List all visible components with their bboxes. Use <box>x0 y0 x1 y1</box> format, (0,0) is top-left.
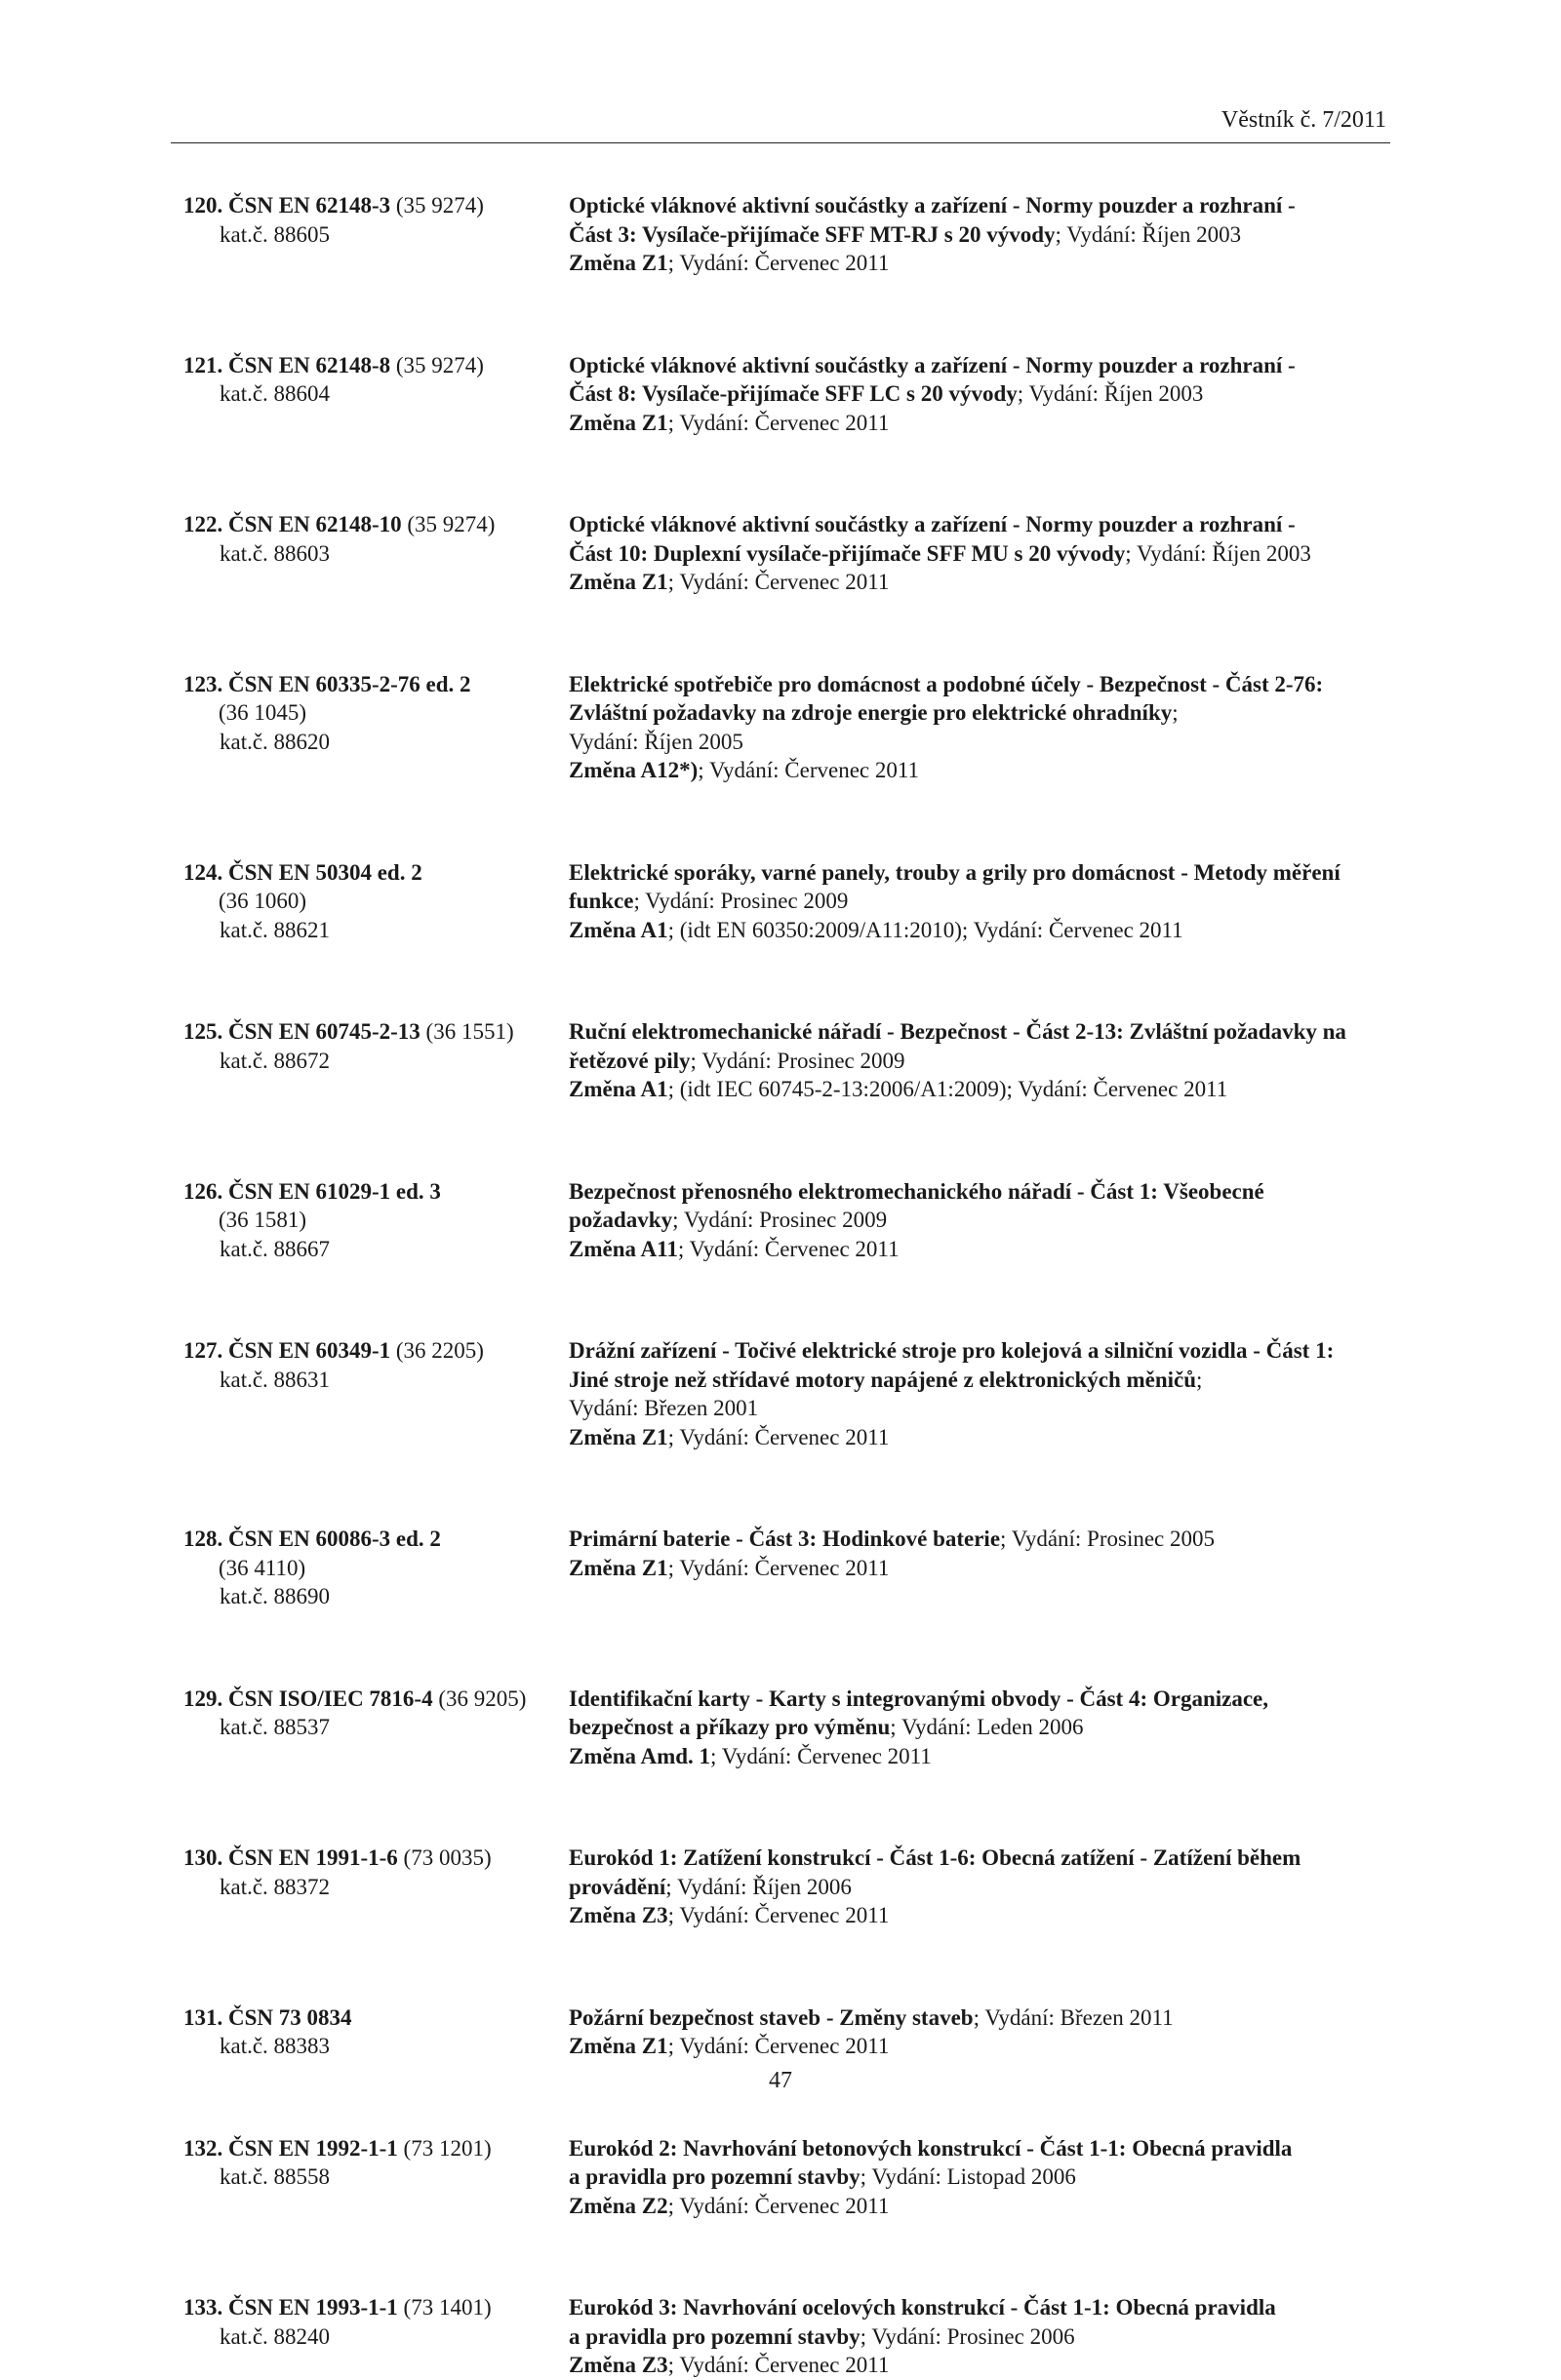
description-detail: ; Vydání: Červenec 2011 <box>698 758 920 782</box>
standard-number: 123. ČSN EN 60335-2-76 ed. 2 <box>183 671 471 696</box>
description-title: a pravidla pro pozemní stavby <box>569 2164 861 2189</box>
standard-number: 127. ČSN EN 60349-1 <box>183 1338 391 1363</box>
description-line <box>569 1394 1403 1423</box>
description-line <box>569 2322 1403 2352</box>
standard-entry <box>183 858 1403 945</box>
standard-number: 120. ČSN EN 62148-3 <box>183 193 391 218</box>
description-line <box>569 249 1403 278</box>
standard-code <box>183 191 569 220</box>
standard-entry <box>183 1336 1403 1451</box>
standard-description <box>569 858 1403 945</box>
description-title: Část 3: Vysílače-přijímače SFF MT-RJ s 20 vývody <box>569 221 1056 247</box>
standard-description <box>569 351 1403 438</box>
catalog-number: kat.č. 88537 <box>220 1715 331 1739</box>
standard-code <box>183 1525 569 1554</box>
classification-code: (36 1060) <box>219 889 307 913</box>
standard-description <box>569 1177 1403 1264</box>
standard-entry <box>183 670 1403 785</box>
description-title: požadavky <box>569 1208 673 1232</box>
bulletin-title: Věstník č. 7/2011 <box>1221 107 1386 133</box>
description-detail: ; Vydání: Červenec 2011 <box>677 1236 900 1261</box>
description-detail: ; Vydání: Červenec 2011 <box>667 251 890 275</box>
standard-code <box>183 1177 569 1207</box>
description-line <box>569 1423 1403 1452</box>
classification-code: (73 1401) <box>397 2295 492 2320</box>
description-line <box>569 2032 1403 2061</box>
standard-code <box>183 510 569 539</box>
standard-description <box>569 1525 1403 1611</box>
description-detail: ; Vydání: Červenec 2011 <box>667 570 890 594</box>
standard-designation <box>183 1177 569 1264</box>
description-line <box>569 1685 1403 1714</box>
description-title: Bezpečnost přenosného elektromechanického nářadí - Část 1: Všeobecné <box>569 1178 1264 1204</box>
description-line <box>569 2192 1403 2221</box>
description-detail: ; Vydání: Červenec 2011 <box>667 2034 890 2058</box>
standard-designation <box>183 510 569 597</box>
standard-code <box>183 2134 569 2163</box>
description-line <box>569 220 1403 250</box>
description-title: Změna A11 <box>569 1236 678 1261</box>
description-detail: ; Vydání: Červenec 2011 <box>667 410 890 435</box>
description-line <box>569 1873 1403 1902</box>
description-title: řetězové pily <box>569 1048 691 1073</box>
description-line <box>569 1713 1403 1742</box>
description-line <box>569 568 1403 597</box>
description-line <box>569 698 1403 728</box>
page-header <box>171 107 1390 143</box>
page-number: 47 <box>769 2068 792 2093</box>
standard-designation <box>183 670 569 785</box>
catalog-number: kat.č. 88383 <box>220 2034 331 2058</box>
description-title: Změna Z1 <box>569 570 668 594</box>
standard-number: 128. ČSN EN 60086-3 ed. 2 <box>183 1527 441 1551</box>
standard-designation <box>183 351 569 438</box>
description-line <box>569 1901 1403 1930</box>
catalog-number: kat.č. 88621 <box>220 917 331 942</box>
classification-code: (36 1581) <box>219 1208 307 1232</box>
description-title: Eurokód 2: Navrhování betonových konstrukcí - Část 1-1: Obecná pravidla <box>569 2135 1293 2161</box>
classification-code: (35 9274) <box>390 352 484 377</box>
description-line <box>569 409 1403 438</box>
classification-code: (73 1201) <box>397 2135 492 2161</box>
standard-number: 126. ČSN EN 61029-1 ed. 3 <box>183 1178 441 1204</box>
description-detail: ; Vydání: Prosinec 2009 <box>672 1208 888 1232</box>
description-title: Optické vláknové aktivní součástky a zařízení - Normy pouzder a rozhraní - <box>569 512 1296 536</box>
classification-code: (36 2205) <box>390 1338 484 1363</box>
description-title: Změna Amd. 1 <box>569 1743 711 1768</box>
standard-number: 129. ČSN ISO/IEC 7816-4 <box>183 1686 433 1711</box>
description-title: Část 10: Duplexní vysílače-přijímače SFF MU s 20 vývody <box>569 540 1126 566</box>
standard-entry <box>183 2003 1403 2061</box>
description-detail: ; (idt IEC 60745-2-13:2006/A1:2009); Vydání: Červenec 2011 <box>667 1077 1228 1101</box>
classification-code: (36 4110) <box>219 1555 306 1580</box>
description-line <box>569 2134 1403 2163</box>
description-title: Eurokód 3: Navrhování ocelových konstrukcí - Část 1-1: Obecná pravidla <box>569 2295 1276 2320</box>
description-detail: ; Vydání: Prosinec 2009 <box>633 889 849 913</box>
standard-designation <box>183 1844 569 1930</box>
description-title: Ruční elektromechanické nářadí - Bezpečnost - Část 2-13: Zvláštní požadavky na <box>569 1019 1346 1044</box>
standard-entry <box>183 510 1403 597</box>
description-detail: ; Vydání: Leden 2006 <box>890 1715 1084 1739</box>
standard-number: 121. ČSN EN 62148-8 <box>183 352 391 377</box>
description-line <box>569 1742 1403 1771</box>
catalog-number: kat.č. 88603 <box>220 540 331 566</box>
description-title: Elektrické sporáky, varné panely, trouby a grily pro domácnost - Metody měření <box>569 859 1341 885</box>
description-detail: ; <box>1172 700 1179 725</box>
standard-designation <box>183 2003 569 2061</box>
standard-entry <box>183 1177 1403 1264</box>
standards-list <box>183 191 1403 2380</box>
standard-number: 131. ČSN 73 0834 <box>183 2004 352 2030</box>
description-line <box>569 670 1403 699</box>
description-detail: ; Vydání: Říjen 2003 <box>1017 381 1204 406</box>
description-line <box>569 510 1403 539</box>
description-detail: Vydání: Říjen 2005 <box>569 729 743 754</box>
description-line <box>569 756 1403 785</box>
description-line <box>569 2351 1403 2380</box>
description-detail: ; Vydání: Prosinec 2006 <box>860 2323 1075 2349</box>
classification-code: (35 9274) <box>401 512 496 536</box>
standard-description <box>569 670 1403 785</box>
catalog-number: kat.č. 88620 <box>220 729 331 754</box>
description-line <box>569 539 1403 569</box>
catalog-number: kat.č. 88631 <box>220 1367 331 1392</box>
description-detail: ; Vydání: Červenec 2011 <box>667 1555 890 1580</box>
description-title: Změna A12*) <box>569 758 699 782</box>
classification-code: (36 1551) <box>420 1019 514 1044</box>
standard-number: 130. ČSN EN 1991-1-6 <box>183 1845 398 1870</box>
description-line <box>569 1336 1403 1366</box>
description-line <box>569 2162 1403 2192</box>
standard-code <box>183 858 569 888</box>
description-line <box>569 1047 1403 1076</box>
standard-entry <box>183 1017 1403 1104</box>
description-title: Změna Z3 <box>569 1903 668 1927</box>
description-title: Změna Z1 <box>569 2034 668 2058</box>
description-title: Změna Z3 <box>569 2353 668 2377</box>
standard-description <box>569 1685 1403 1771</box>
description-title: a pravidla pro pozemní stavby <box>569 2323 861 2349</box>
description-title: Jiné stroje než střídavé motory napájené z elektronických měničů <box>569 1367 1197 1392</box>
standard-code <box>183 1685 569 1714</box>
description-detail: ; Vydání: Březen 2011 <box>973 2004 1174 2030</box>
description-line <box>569 916 1403 945</box>
description-title: Požární bezpečnost staveb - Změny staveb <box>569 2004 974 2030</box>
description-line <box>569 1844 1403 1873</box>
description-line <box>569 2293 1403 2322</box>
description-title: bezpečnost a příkazy pro výměnu <box>569 1715 891 1739</box>
catalog-number: kat.č. 88667 <box>220 1236 331 1261</box>
description-detail: ; <box>1196 1367 1203 1392</box>
standard-code <box>183 1017 569 1047</box>
description-line <box>569 379 1403 409</box>
description-title: Změna A1 <box>569 1077 668 1101</box>
description-line <box>569 1206 1403 1235</box>
standard-number: 132. ČSN EN 1992-1-1 <box>183 2135 398 2161</box>
standard-number: 133. ČSN EN 1993-1-1 <box>183 2295 398 2320</box>
description-line <box>569 1017 1403 1047</box>
standard-entry <box>183 2293 1403 2380</box>
description-title: Zvláštní požadavky na zdroje energie pro elektrické ohradníky <box>569 700 1173 725</box>
standard-code <box>183 670 569 699</box>
description-line <box>569 191 1403 220</box>
description-title: Část 8: Vysílače-přijímače SFF LC s 20 vývody <box>569 381 1018 406</box>
standard-description <box>569 2293 1403 2380</box>
standard-designation <box>183 2293 569 2380</box>
description-title: Změna Z1 <box>569 1555 668 1580</box>
standard-entry <box>183 1525 1403 1611</box>
standard-code <box>183 2293 569 2322</box>
description-line <box>569 1075 1403 1104</box>
classification-code: (36 9205) <box>432 1686 527 1711</box>
standard-designation <box>183 1017 569 1104</box>
description-title: Změna Z2 <box>569 2193 668 2218</box>
catalog-number: kat.č. 88558 <box>220 2164 331 2189</box>
description-title: Změna A1 <box>569 917 668 942</box>
description-detail: ; Vydání: Červenec 2011 <box>710 1743 932 1768</box>
description-title: Změna Z1 <box>569 251 668 275</box>
description-title: Eurokód 1: Zatížení konstrukcí - Část 1-6: Obecná zatížení - Zatížení během <box>569 1845 1301 1870</box>
description-line <box>569 887 1403 916</box>
description-title: provádění <box>569 1874 666 1899</box>
standard-description <box>569 2003 1403 2061</box>
standard-code <box>183 1844 569 1873</box>
description-title: Optické vláknové aktivní součástky a zařízení - Normy pouzder a rozhraní - <box>569 352 1296 377</box>
classification-code: (35 9274) <box>390 193 484 218</box>
standard-description <box>569 1336 1403 1451</box>
description-title: Elektrické spotřebiče pro domácnost a podobné účely - Bezpečnost - Část 2-76: <box>569 671 1324 696</box>
description-detail: ; Vydání: Říjen 2003 <box>1125 540 1311 566</box>
description-line <box>569 351 1403 380</box>
standard-number: 125. ČSN EN 60745-2-13 <box>183 1019 420 1044</box>
standard-entry <box>183 191 1403 278</box>
description-title: Optické vláknové aktivní součástky a zařízení - Normy pouzder a rozhraní - <box>569 193 1296 218</box>
standard-description <box>569 1844 1403 1930</box>
description-title: Změna Z1 <box>569 1424 668 1449</box>
standard-number: 124. ČSN EN 50304 ed. 2 <box>183 859 422 885</box>
standard-number: 122. ČSN EN 62148-10 <box>183 512 402 536</box>
standard-designation <box>183 191 569 278</box>
description-detail: ; Vydání: Červenec 2011 <box>667 1903 890 1927</box>
standard-code <box>183 351 569 380</box>
description-detail: ; Vydání: Prosinec 2005 <box>1000 1527 1216 1551</box>
standard-code <box>183 2003 569 2033</box>
description-detail: ; Vydání: Prosinec 2009 <box>690 1048 905 1073</box>
description-detail: ; Vydání: Říjen 2006 <box>665 1874 852 1899</box>
standard-designation <box>183 1525 569 1611</box>
description-detail: ; Vydání: Červenec 2011 <box>667 2353 890 2377</box>
description-line <box>569 1366 1403 1395</box>
description-line <box>569 858 1403 888</box>
description-title: Drážní zařízení - Točivé elektrické stroje pro kolejová a silniční vozidla - Část 1: <box>569 1338 1335 1363</box>
description-line <box>569 1177 1403 1207</box>
description-detail: ; Vydání: Říjen 2003 <box>1055 221 1242 247</box>
description-title: funkce <box>569 889 634 913</box>
description-detail: ; Vydání: Listopad 2006 <box>860 2164 1076 2189</box>
standard-entry <box>183 1844 1403 1930</box>
standard-description <box>569 191 1403 278</box>
standard-designation <box>183 858 569 945</box>
standard-description <box>569 1017 1403 1104</box>
description-line <box>569 1554 1403 1583</box>
classification-code: (73 0035) <box>397 1845 492 1870</box>
standard-entry <box>183 1685 1403 1771</box>
description-line <box>569 728 1403 757</box>
standard-designation <box>183 1336 569 1451</box>
description-detail: ; (idt EN 60350:2009/A11:2010); Vydání: Červenec 2011 <box>667 917 1183 942</box>
description-line <box>569 1525 1403 1554</box>
classification-code: (36 1045) <box>219 700 307 725</box>
description-title: Identifikační karty - Karty s integrovanými obvody - Část 4: Organizace, <box>569 1686 1269 1711</box>
standard-description <box>569 510 1403 597</box>
description-line <box>569 1235 1403 1264</box>
standard-code <box>183 1336 569 1366</box>
catalog-number: kat.č. 88240 <box>220 2323 331 2349</box>
description-title: Primární baterie - Část 3: Hodinkové baterie <box>569 1527 1001 1551</box>
standard-entry <box>183 351 1403 438</box>
catalog-number: kat.č. 88605 <box>220 221 331 247</box>
description-title: Změna Z1 <box>569 410 668 435</box>
catalog-number: kat.č. 88672 <box>220 1048 331 1073</box>
standard-designation <box>183 1685 569 1771</box>
description-detail: ; Vydání: Červenec 2011 <box>667 2193 890 2218</box>
description-line <box>569 2003 1403 2033</box>
description-detail: ; Vydání: Červenec 2011 <box>667 1424 890 1449</box>
catalog-number: kat.č. 88604 <box>220 381 331 406</box>
catalog-number: kat.č. 88690 <box>220 1584 331 1608</box>
description-detail: Vydání: Březen 2001 <box>569 1396 759 1420</box>
catalog-number: kat.č. 88372 <box>220 1874 331 1899</box>
